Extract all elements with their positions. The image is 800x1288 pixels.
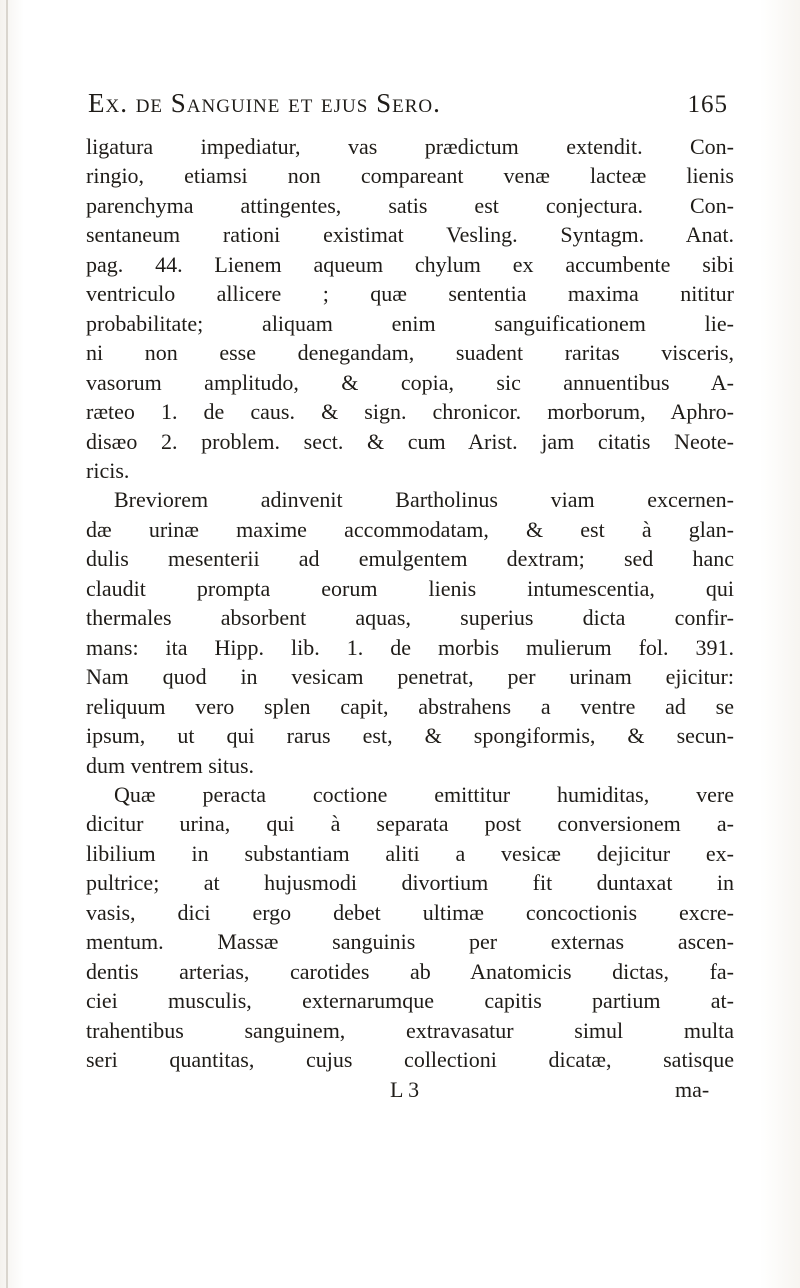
- text-line: libilium in substantiam aliti a vesicæ dejicitur ex-: [86, 840, 734, 866]
- text-line: dæ urinæ maxime accommodatam, & est à glan-: [86, 516, 734, 542]
- text-line: dulis mesenterii ad emulgentem dextram; sed hanc: [86, 546, 734, 572]
- text-line: probabilitate; aliquam enim sanguificationem lie-: [86, 310, 734, 336]
- text-line: vasis, dici ergo debet ultimæ concoctionis excre-: [86, 899, 734, 925]
- text-line: pultrice; at hujusmodi divortium fit duntaxat in: [86, 870, 734, 896]
- text-line: trahentibus sanguinem, extravasatur simul multa: [86, 1017, 734, 1043]
- running-title: Ex. de Sanguine et ejus Sero.: [88, 88, 441, 118]
- running-header: [88, 88, 728, 119]
- text-line: Nam quod in vesicam penetrat, per urinam ejicitur:: [86, 664, 734, 690]
- text-line: mentum. Massæ sanguinis per externas ascen-: [86, 929, 734, 955]
- text-line: claudit prompta eorum lienis intumescentia, qui: [86, 575, 734, 601]
- catchword: ma-: [675, 1077, 710, 1102]
- paragraph-start-line: Quæ peracta coctione emittitur humiditas, vere: [114, 781, 734, 807]
- text-line: dum ventrem situs.: [86, 752, 255, 778]
- page-gutter: [6, 0, 8, 1288]
- text-line: ventriculo allicere ; quæ sententia maxima nititur: [86, 281, 734, 307]
- signature-mark: L 3: [390, 1077, 420, 1102]
- text-line: vasorum amplitudo, & copia, sic annuentibus A-: [86, 369, 734, 395]
- text-line: mans: ita Hipp. lib. 1. de morbis mulierum fol. 391.: [86, 634, 734, 660]
- text-line: thermales absorbent aquas, superius dicta confir-: [86, 605, 734, 631]
- text-line: ligatura impediatur, vas prædictum extendit. Con-: [86, 134, 734, 159]
- text-line: sentaneum rationi existimat Vesling. Syntagm. Anat.: [86, 222, 734, 248]
- text-line: ræteo 1. de caus. & sign. chronicor. morborum, Aphro-: [86, 399, 734, 425]
- text-line: ni non esse denegandam, suadent raritas visceris,: [86, 340, 734, 366]
- text-line: ipsum, ut qui rarus est, & spongiformis, & secun-: [86, 723, 734, 749]
- text-line: dentis arterias, carotides ab Anatomicis dictas, fa-: [86, 958, 734, 984]
- text-line: dicitur urina, qui à separata post conversionem a-: [86, 811, 734, 837]
- paragraph-start-line: Breviorem adinvenit Bartholinus viam excernen-: [114, 487, 734, 513]
- text-line: parenchyma attingentes, satis est conjectura. Con-: [86, 192, 734, 218]
- text-line: disæo 2. problem. sect. & cum Arist. jam citatis Neote-: [86, 428, 734, 454]
- text-line: ciei musculis, externarumque capitis partium at-: [86, 988, 734, 1014]
- text-line: reliquum vero splen capit, abstrahens a ventre ad se: [86, 693, 734, 719]
- body-text: [86, 132, 734, 1075]
- page-number: 165: [687, 91, 728, 118]
- text-line: ricis.: [86, 457, 130, 483]
- text-line: pag. 44. Lienem aqueum chylum ex accumbente sibi: [86, 251, 734, 277]
- text-line: ringio, etiamsi non compareant venæ lacteæ lienis: [86, 163, 734, 189]
- text-line: seri quantitas, cujus collectioni dicatæ, satisque: [86, 1047, 734, 1073]
